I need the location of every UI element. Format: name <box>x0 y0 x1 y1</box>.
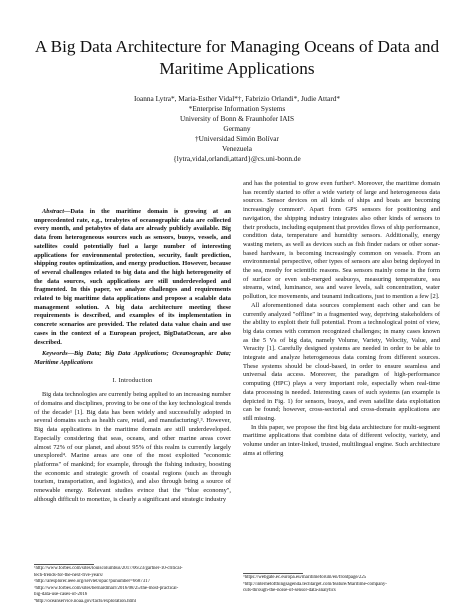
abstract-label: Abstract <box>42 208 65 215</box>
keywords-text: —Big Data; Big Data Applications; Oceanographic Data; Maritime Applications <box>34 350 231 366</box>
body-paragraph: All aforementioned data sources complement each other and can be currently analyzed "offline" in a fragmented way, depriving stakeholders of the ability to exploit their full potential. From a technological point of view, big data comes with common recognized challenges; in many cases known as the 5 Vs of big data, namely Volume, Variety, Velocity, Value, and Veracity [1]. Carefully designed systems are needed in order to be able to integrate and analyze heterogeneous data coming from different sources. These systems should be cloud-based, in order to ensure seamless and universal data access. Moreover, the paradigm of high-performance computing (HPC) plays a very important role, especially when real-time data processing is needed. Interesting cases of such systems (an example is depicted in Fig. 1) for sensors, buoys, and even satellite data exploitation can be found; however, cross-sectorial and cross-domain applications are still missing. <box>243 301 440 422</box>
footnote-line: cuts-through-the-noise-of-sensor-data-analytics <box>243 588 336 593</box>
affiliation-line: Germany <box>223 124 251 133</box>
footnotes-left <box>34 566 231 605</box>
keywords <box>34 350 231 367</box>
author-emails: {lytra,vidal,orlandi,attard}@cs.uni-bonn.de <box>173 154 301 163</box>
affiliation-line: †Universidad Simón Bolívar <box>195 134 279 143</box>
abstract <box>34 208 231 347</box>
footnote-line: tech-trends-for-the-next-five-years/ <box>34 572 104 578</box>
abstract-text: —Data in the maritime domain is growing at an unprecedented rate, e.g., terabytes of oceanographic data are collected every month, and petabytes of data are already publicly available. Big data from heterogeneous sources such as sensors, buoys, vessels, and satellites could potentially fuel a large number of interesting applications for environmental protection, security, fault prediction, shipping routes optimization, and energy production. However, because of several challenges related to big data and the high heterogeneity of the data sources, such applications are still underdeveloped and fragmented. In this paper, we analyze challenges and requirements related to big maritime data applications and propose a scalable data management solution. A big data architecture meeting these requirements is described, and examples of its implementation in concrete scenarios are provided. The related data value chain and use cases in the context of a European project, BigDataOcean, are also described. <box>34 208 231 346</box>
affiliation-line: Venezuela <box>222 144 252 153</box>
footnote-line: ⁴http://oceanservice.noaa.gov/facts/exploration.html <box>34 598 137 604</box>
keywords-label: Keywords <box>42 350 68 358</box>
body-paragraph: In this paper, we propose the first big data architecture for multi-segment maritime applications that combine data of different velocity, variety, and volume under an inter-linked, trusted, multilingual engine. Such architecture aims at offering <box>243 423 440 457</box>
footnote-line: ³http://www.forbes.com/sites/bernardmarr/2016/08/25/the-most-practical- <box>34 585 179 591</box>
affiliation-line: *Enterprise Information Systems <box>188 104 286 113</box>
body-paragraph: and has the potential to grow even further⁵. Moreover, the maritime domain has recently started to offer a wide variety of large and heterogeneous data sources. Sensor devices on all kinds of ships and boats are becoming increasingly common⁶. Apart from GPS sensors for positioning and navigation, the shipping industry integrates also other kinds of sensors to their products, including equipment that provides flows of ship performance, condition data, temperature and humidity sensors. Additionally, energy wasting meters, as well as devices such as fish finder radars or other sonar-based hardware, is becoming increasingly common on vessels. From an environmental perspective, other types of sensors are also being deployed in the sea, mostly for scientific reasons. Sea sensors mainly come in the form of surface or even sub-merged seabuoys, measuring temperature, sea streams, wind, luminance, sea and wave levels, salt concentration, water pollution, ice movements, and tsunami indications, just to mention a few [2]. <box>243 180 440 301</box>
section-heading: I. Introduction <box>112 376 153 384</box>
footnotes-right <box>243 575 440 595</box>
author-block <box>40 94 434 164</box>
paper-title: A Big Data Architecture for Managing Oceans of Data and Maritime Applications <box>34 37 440 78</box>
footnote-line: ²http://aresplorer.ieee.org/servlet/opac?punumber=6687317 <box>34 579 151 584</box>
footnote-line: ¹http://www.forbes.com/sites/louiscolumbus/2017/06/23/gartner-10-critical- <box>34 566 183 571</box>
footnote-line: ⁵https://webgate.ec.europa.eu/maritimeforum/en/frontpage/225 <box>243 575 367 580</box>
body-paragraph: Big data technologies are currently being applied to an increasing number of domains and disciplines, proving to be one of the key technological trends of the decade¹ [1]. Big data has been widely and successfully adopted in several domains such as health care, retail, and manufacturing²,³. However, Big data applications in the maritime domain are still underdeveloped. Especially considering that seas, oceans, and other marine areas cover almost 72% of our planet, and about 95% of this realm is currently largely unexplored⁴. Marine areas are one of the most exploited "economic platforms" of mankind; for example, through the fishing industry, boosting the economic and strategic growth of coastal regions (such as through tourism, transportation, and logistics), and also through being a source of renewable energy. Relevant studies evince that the "blue economy", although difficult to monetize, is clearly a significant and strategic industry <box>34 391 231 503</box>
author-names: Ioanna Lytra*, Maria-Esther Vidal*†, Fabrizio Orlandi*, Judie Attard* <box>133 94 341 103</box>
right-column <box>243 180 440 459</box>
footnote-rule <box>34 564 94 565</box>
footnote-rule <box>243 573 303 574</box>
footnote-line: ⁶http://internetofthingsagenda.techtarget.com/feature/Maritime-company- <box>243 581 387 587</box>
footnote-line: big-data-use-cases-of-2016 <box>34 592 88 597</box>
left-column <box>34 208 231 505</box>
affiliation-line: University of Bonn & Fraunhofer IAIS <box>179 114 295 123</box>
